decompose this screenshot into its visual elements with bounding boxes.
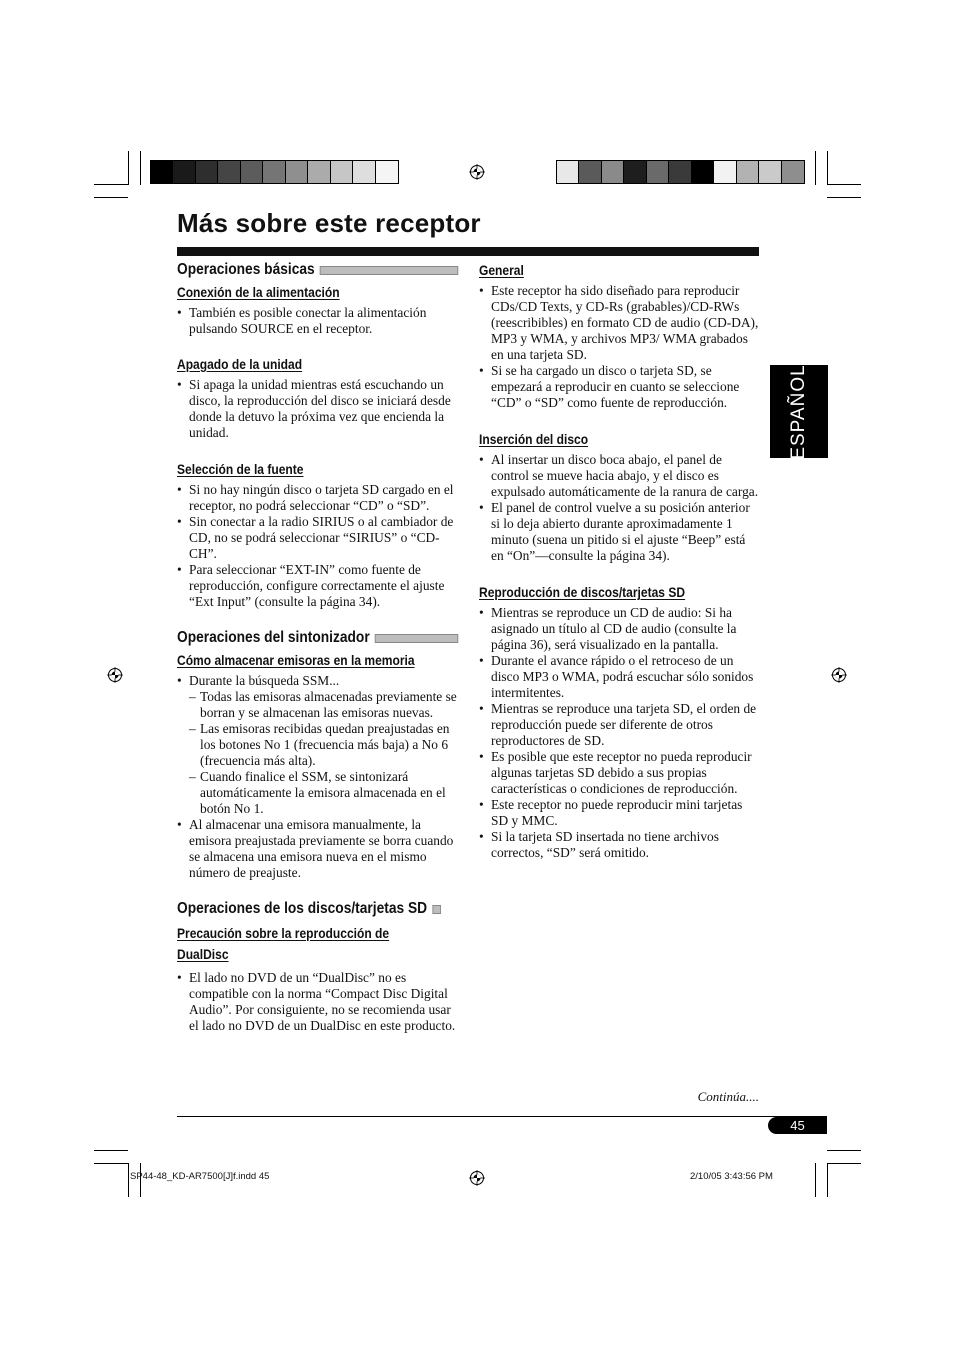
bullet-list xyxy=(177,305,459,337)
list-item: • Es posible que este receptor no pueda reproducir algunas tarjetas SD debido a sus propias características o condiciones de reproducción. xyxy=(479,749,761,797)
bullet-list xyxy=(177,673,459,881)
color-swatch xyxy=(579,161,601,183)
color-swatch xyxy=(692,161,714,183)
list-item: • Si se ha cargado un disco o tarjeta SD, se empezará a reproducir en cuanto se seleccione “CD” o “SD” como fuente de reproducción. xyxy=(479,363,761,411)
list-item: • Este receptor no puede reproducir mini tarjetas SD y MMC. xyxy=(479,797,761,829)
color-swatch xyxy=(353,161,375,183)
footer-file: SP44-48_KD-AR7500[J]f.indd 45 xyxy=(130,1171,270,1182)
dash-list xyxy=(189,689,459,817)
color-swatch xyxy=(759,161,781,183)
list-item: • El panel de control vuelve a su posición anterior si lo deja abierto durante aproximadamente 1 minuto (suena un pitido si el ajuste “Beep” está en “On”—consulte la página 34). xyxy=(479,500,761,564)
list-item: • Sin conectar a la radio SIRIUS o al cambiador de CD, no se podrá seleccionar “SIRIUS” o “CD-CH”. xyxy=(177,514,459,562)
crop-mark xyxy=(128,1163,129,1197)
bullet-list xyxy=(177,482,459,610)
crop-mark xyxy=(94,184,128,185)
color-swatch xyxy=(218,161,240,183)
footer-timestamp: 2/10/05 3:43:56 PM xyxy=(690,1171,773,1182)
list-item: • También es posible conectar la alimentación pulsando SOURCE en el receptor. xyxy=(177,305,459,337)
color-swatch xyxy=(331,161,353,183)
color-swatch xyxy=(714,161,736,183)
bullet-list xyxy=(479,605,761,861)
subsection-heading: Reproducción de discos/tarjetas SD xyxy=(479,584,686,600)
section-heading: Operaciones del sintonizador xyxy=(177,630,458,646)
crop-mark xyxy=(815,1163,816,1197)
list-item: • Al almacenar una emisora manualmente, la emisora preajustada previamente se borra cuando se almacena una emisora nueva en el mismo número de preajuste. xyxy=(177,817,459,881)
color-swatch xyxy=(263,161,285,183)
registration-mark-icon xyxy=(469,164,485,180)
heading-box xyxy=(432,905,441,914)
crop-mark xyxy=(827,184,861,185)
list-item: • Durante el avance rápido o el retroceso de un disco MP3 o WMA, podrá escuchar sólo sonidos intermitentes. xyxy=(479,653,761,701)
subsection-heading: Selección de la fuente xyxy=(177,461,304,477)
crop-mark xyxy=(94,197,128,198)
right-column xyxy=(479,262,761,861)
color-swatch xyxy=(624,161,646,183)
subsection-heading: Inserción del disco xyxy=(479,431,589,447)
title-rule xyxy=(177,247,759,256)
list-item: • Para seleccionar “EXT-IN” como fuente de reproducción, configure correctamente el ajuste “Ext Input” (consulte la página 34). xyxy=(177,562,459,610)
registration-mark-icon xyxy=(107,667,123,683)
list-item: • Mientras se reproduce una tarjeta SD, el orden de reproducción puede ser diferente de otros reproductores de SD. xyxy=(479,701,761,749)
crop-mark xyxy=(827,197,861,198)
list-item: • El lado no DVD de un “DualDisc” no es compatible con la norma “Compact Disc Digital Audio”. Por consiguiente, no se recomienda usar el lado no DVD de un DualDisc en este producto. xyxy=(177,970,459,1034)
color-swatch xyxy=(151,161,173,183)
left-column xyxy=(177,262,459,1034)
crop-mark xyxy=(827,1163,861,1164)
list-item: – Cuando finalice el SSM, se sintonizará automáticamente la emisora almacenada en el botón No 1. xyxy=(189,769,459,817)
crop-mark xyxy=(94,1163,128,1164)
subsection-heading: Conexión de la alimentación xyxy=(177,284,340,300)
list-item: • Si no hay ningún disco o tarjeta SD cargado en el receptor, no podrá seleccionar “CD” o “SD”. xyxy=(177,482,459,514)
color-swatch xyxy=(308,161,330,183)
list-item: – Todas las emisoras almacenadas previamente se borran y se almacenan las emisoras nuevas. xyxy=(189,689,459,721)
list-item: – Las emisoras recibidas quedan preajustadas en los botones No 1 (frecuencia más baja) a No 6 (frecuencia más alta). xyxy=(189,721,459,769)
color-swatch xyxy=(602,161,624,183)
color-swatch xyxy=(647,161,669,183)
crop-mark xyxy=(815,151,816,185)
bullet-list xyxy=(479,452,761,564)
registration-mark-icon xyxy=(469,1170,485,1186)
heading-bar xyxy=(320,266,458,275)
language-tab-label: ESPAÑOL xyxy=(788,363,809,460)
list-item: • Al insertar un disco boca abajo, el panel de control se mueve hacia abajo, y el disco es expulsado automáticamente de la ranura de carga. xyxy=(479,452,761,500)
color-swatch xyxy=(286,161,308,183)
color-swatch xyxy=(782,161,804,183)
subsection-heading: General xyxy=(479,262,524,278)
list-item: • Este receptor ha sido diseñado para reproducir CDs/CD Texts, y CD-Rs (grabables)/CD-RWs (reescribibles) en formato CD de audio (CD-DA), MP3 y WMA, y archivos MP3/ WMA grabados en una tarjeta SD. xyxy=(479,283,761,363)
color-bar-left xyxy=(150,160,399,184)
language-tab xyxy=(770,365,828,458)
crop-mark xyxy=(827,151,828,185)
color-swatch xyxy=(737,161,759,183)
bullet-list xyxy=(479,283,761,411)
subsection-heading: Cómo almacenar emisoras en la memoria xyxy=(177,652,415,668)
bottom-rule xyxy=(177,1116,827,1117)
page-number: 45 xyxy=(768,1117,827,1134)
crop-mark xyxy=(140,151,141,185)
list-item: • Si apaga la unidad mientras está escuchando un disco, la reproducción del disco se iniciará desde donde la detuvo la próxima vez que encienda la unidad. xyxy=(177,377,459,441)
crop-mark xyxy=(827,1163,828,1197)
section-heading: Operaciones de los discos/tarjetas SD xyxy=(177,901,458,917)
color-swatch xyxy=(669,161,691,183)
page-title: Más sobre este receptor xyxy=(177,208,481,238)
crop-mark xyxy=(94,1150,128,1151)
section-heading: Operaciones básicas xyxy=(177,262,458,278)
crop-mark xyxy=(827,1150,861,1151)
color-swatch xyxy=(376,161,398,183)
registration-mark-icon xyxy=(831,667,847,683)
color-swatch xyxy=(557,161,579,183)
bullet-list xyxy=(177,377,459,441)
list-item: • Durante la búsqueda SSM... – Todas las emisoras almacenadas previamente se borran y se almacenan las emisoras nuevas. – Las emisoras recibidas quedan preajustadas en los botones No 1 (frecuencia más baja) a No 6 (frecuencia más alta). – Cuando finalice el SSM, se sintonizará automáticamente la emisora almacenada en el botón No 1. xyxy=(177,673,459,817)
color-swatch xyxy=(241,161,263,183)
list-item: • Mientras se reproduce un CD de audio: Si ha asignado un título al CD de audio (consulte la página 36), será visualizado en la pantalla. xyxy=(479,605,761,653)
bullet-list xyxy=(177,970,459,1034)
list-item: • Si la tarjeta SD insertada no tiene archivos correctos, “SD” será omitido. xyxy=(479,829,761,861)
color-swatch xyxy=(196,161,218,183)
color-bar-right xyxy=(556,160,805,184)
heading-bar xyxy=(375,634,458,643)
subsection-heading: Precaución sobre la reproducción de DualDisc xyxy=(177,925,390,962)
crop-mark xyxy=(128,151,129,185)
continua-note: Continúa.... xyxy=(697,1089,759,1104)
subsection-heading: Apagado de la unidad xyxy=(177,356,303,372)
color-swatch xyxy=(173,161,195,183)
